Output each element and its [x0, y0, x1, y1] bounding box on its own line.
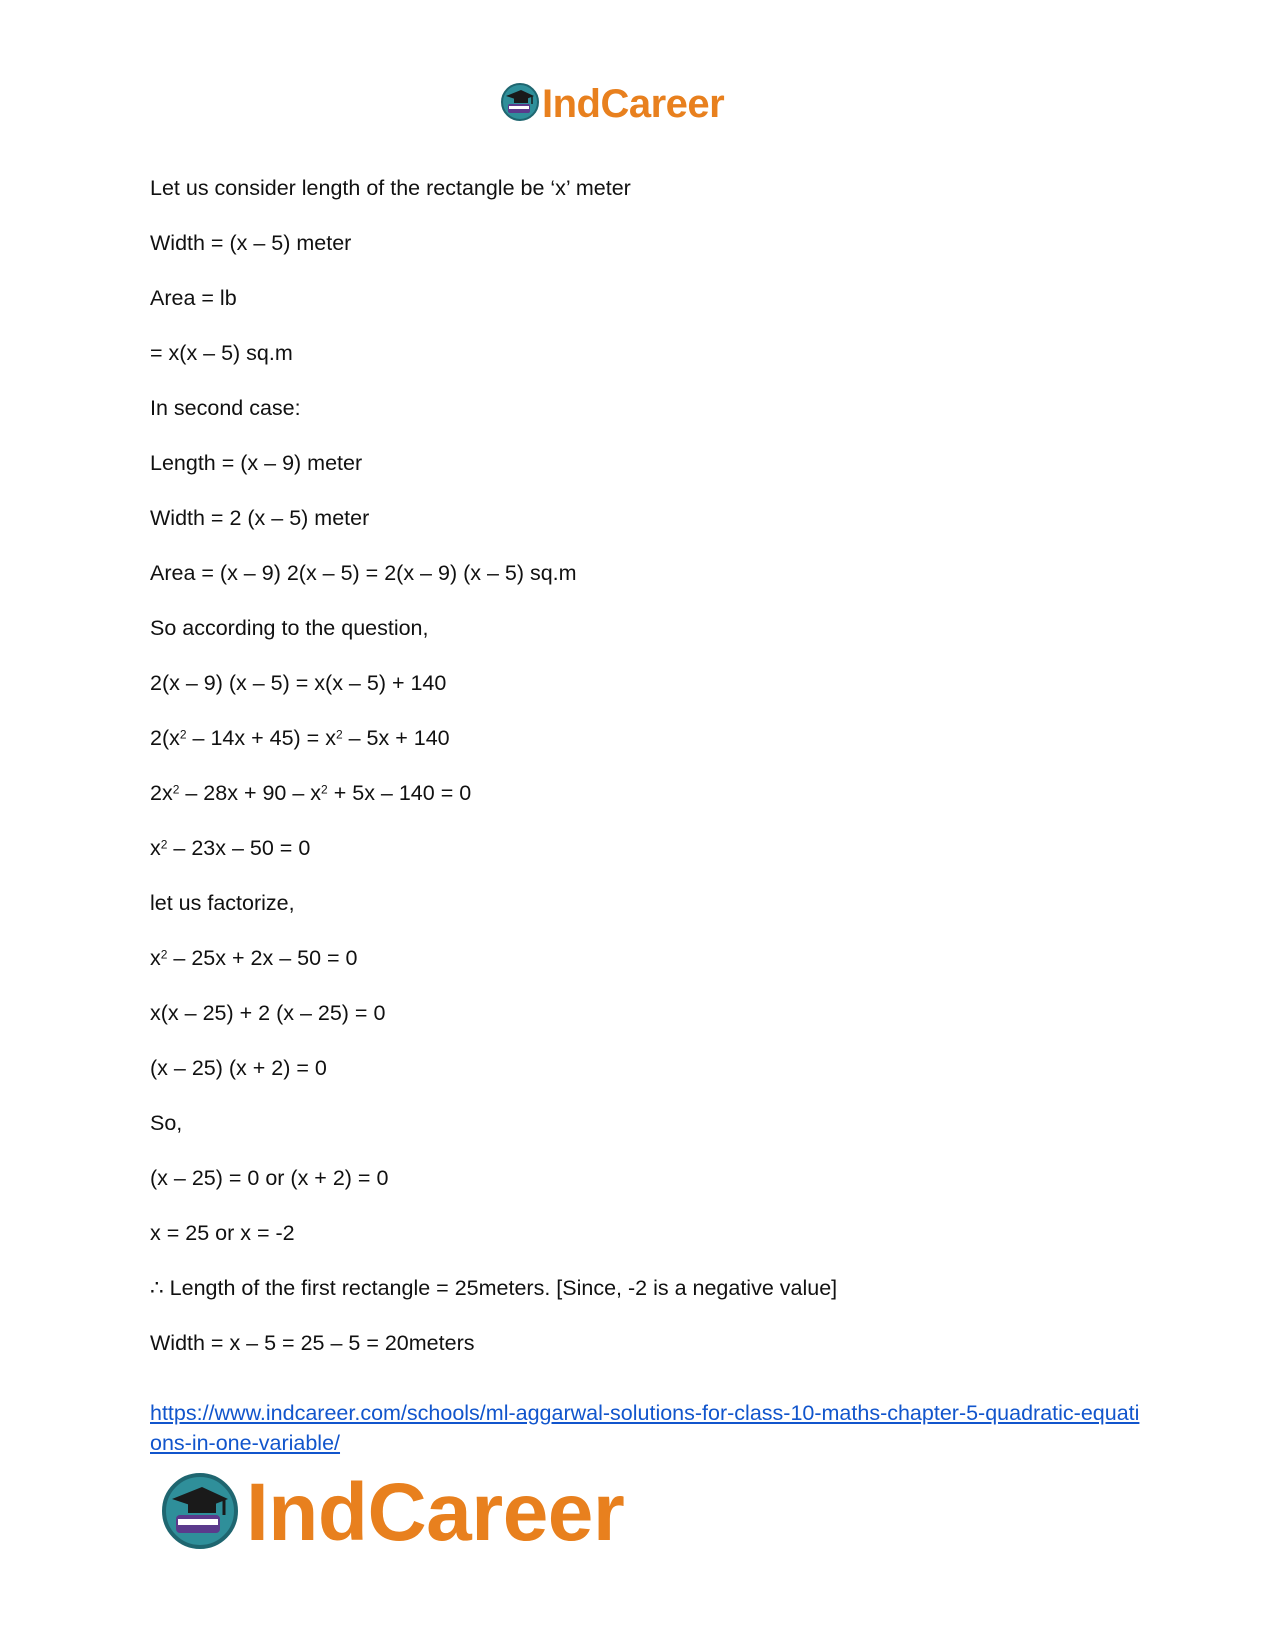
- solution-line: ∴ Length of the first rectangle = 25meters. [Since, -2 is a negative value]: [150, 1276, 838, 1300]
- source-link[interactable]: https://www.indcareer.com/schools/ml-aggarwal-solutions-for-class-10-maths-chapter-5-quadratic-equations-in-one-variable/: [150, 1401, 1140, 1455]
- solution-line: x = 25 or x = -2: [150, 1221, 295, 1245]
- solution-line: Let us consider length of the rectangle be ‘x’ meter: [150, 176, 631, 200]
- solution-line: $2x^2 - 28x + 90 - x^2 + 5x - 140 = 0$: [150, 781, 472, 805]
- solution-line: Width = 2 (x – 5) meter: [150, 506, 370, 530]
- solution-line: $x^2 - 25x + 2x - 50 = 0$: [150, 946, 358, 970]
- solution-line: In second case:: [150, 396, 301, 420]
- solution-line: (x – 25) (x + 2) = 0: [150, 1056, 327, 1080]
- solution-line: Width = x – 5 = 25 – 5 = 20meters: [150, 1331, 475, 1355]
- header-logo: [500, 80, 724, 128]
- solution-line: = x(x – 5) sq.m: [150, 341, 293, 365]
- solution-line: Width = (x – 5) meter: [150, 231, 352, 255]
- book-graduation-cap-globe-icon: [160, 1471, 240, 1556]
- footer-logo: [160, 1467, 625, 1558]
- solution-line: So,: [150, 1111, 183, 1135]
- brand-name: IndCareer: [246, 1467, 625, 1558]
- solution-line: 2(x – 9) (x – 5) = x(x – 5) + 140: [150, 671, 447, 695]
- solution-line: Area = (x – 9) 2(x – 5) = 2(x – 9) (x – 5) sq.m: [150, 561, 577, 585]
- book-graduation-cap-globe-icon: [500, 82, 540, 127]
- solution-line: let us factorize,: [150, 891, 295, 915]
- solution-line: Area = lb: [150, 286, 237, 310]
- brand-name: IndCareer: [542, 82, 725, 126]
- solution-line: (x – 25) = 0 or (x + 2) = 0: [150, 1166, 389, 1190]
- solution-content: [150, 176, 1140, 1386]
- solution-line: $x^2 - 23x - 50 = 0$: [150, 836, 311, 860]
- solution-line: $2(x^2 - 14x + 45) = x^2 - 5x + 140$: [150, 726, 450, 750]
- solution-line: Length = (x – 9) meter: [150, 451, 363, 475]
- solution-line: So according to the question,: [150, 616, 429, 640]
- solution-line: x(x – 25) + 2 (x – 25) = 0: [150, 1001, 386, 1025]
